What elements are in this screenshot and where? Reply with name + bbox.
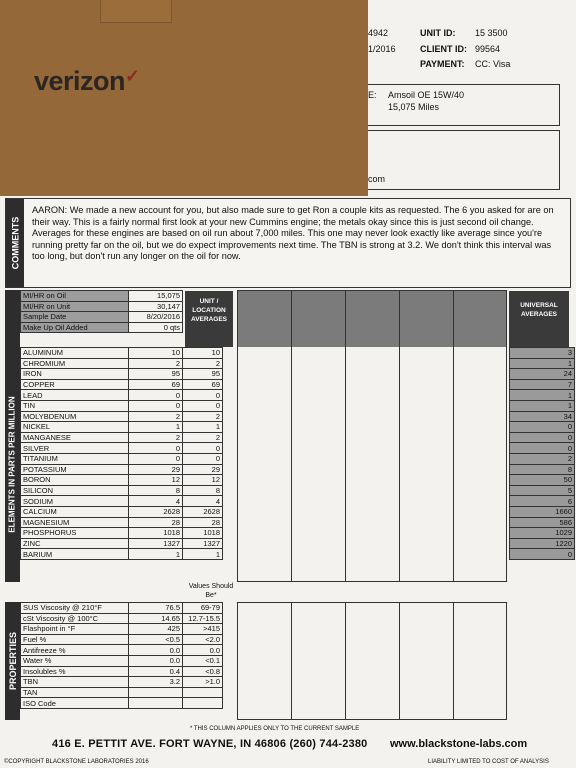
element-row [21,390,223,401]
property-value [129,698,183,709]
element-unit-average: 8 [183,485,223,496]
element-value: 29 [129,464,183,475]
element-value: 95 [129,369,183,380]
universal-average-value: 0 [510,432,575,443]
element-value: 4 [129,496,183,507]
property-row [21,687,223,698]
property-name: Insolubles % [21,666,129,677]
sample-info-row [21,322,183,333]
element-unit-average: 0 [183,453,223,464]
verizon-logo: verizon✓ [34,66,140,96]
property-value: 0.0 [129,645,183,656]
oil-mileage: 15,075 Miles [388,102,440,112]
property-name: ISO Code [21,698,129,709]
sample-info-label: Sample Date [21,312,129,323]
universal-average-row [510,517,575,528]
element-row [21,475,223,486]
element-unit-average: 28 [183,517,223,528]
universal-average-value: 6 [510,496,575,507]
element-value: 0 [129,390,183,401]
property-should-be: >1.0 [183,677,223,688]
element-name: SODIUM [21,496,129,507]
property-row [21,677,223,688]
element-name: NICKEL [21,422,129,433]
comments-sidebar: COMMENTS [6,199,24,287]
element-value: 1018 [129,528,183,539]
universal-average-value: 1029 [510,528,575,539]
universal-average-row [510,432,575,443]
client-id-value: 99564 [475,44,501,54]
property-value: 14.65 [129,613,183,624]
properties-history-frame [237,602,507,720]
element-unit-average: 12 [183,475,223,486]
element-row [21,411,223,422]
property-row [21,603,223,614]
universal-average-value: 586 [510,517,575,528]
element-unit-average: 2 [183,358,223,369]
universal-average-row [510,549,575,560]
report-date: 1/2016 [368,44,396,54]
element-name: BORON [21,475,129,486]
envelope-flap [100,0,172,23]
element-row [21,464,223,475]
property-value [129,687,183,698]
universal-average-value: 1 [510,390,575,401]
oil-type: Amsoil OE 15W/40 [388,90,465,100]
sample-info-row [21,291,183,302]
universal-average-value: 34 [510,411,575,422]
element-name: IRON [21,369,129,380]
element-value: 0 [129,400,183,411]
property-value: <0.5 [129,634,183,645]
values-should-be-label: Values Should Be* [188,583,234,599]
element-row [21,348,223,359]
element-name: POTASSIUM [21,464,129,475]
universal-average-row [510,400,575,411]
property-name: Antifreeze % [21,645,129,656]
element-value: 2 [129,358,183,369]
universal-averages-column [509,347,575,560]
property-row [21,613,223,624]
property-name: Flashpoint in °F [21,624,129,635]
sample-info-value: 30,147 [129,301,183,312]
property-value: 425 [129,624,183,635]
element-row [21,443,223,454]
oil-prefix: E: [368,90,377,100]
comments-box [5,198,571,288]
liability-note: LIABILITY LIMITED TO COST OF ANALYSIS [428,759,549,765]
footnote: * THIS COLUMN APPLIES ONLY TO THE CURRENT SAMPLE [190,726,360,732]
copyright: ©COPYRIGHT BLACKSTONE LABORATORIES 2016 [4,759,149,765]
universal-average-value: 2 [510,453,575,464]
element-name: LEAD [21,390,129,401]
universal-average-row [510,422,575,433]
universal-average-value: 1660 [510,506,575,517]
property-should-be [183,698,223,709]
footer-website[interactable]: www.blackstone-labs.com [390,738,528,750]
envelope-cover [0,0,368,196]
property-name: Water % [21,655,129,666]
element-unit-average: 10 [183,348,223,359]
element-name: TITANIUM [21,453,129,464]
property-name: SUS Viscosity @ 210°F [21,603,129,614]
report-number: 4942 [368,28,389,38]
element-name: SILVER [21,443,129,454]
universal-average-row [510,538,575,549]
element-row [21,506,223,517]
property-row [21,624,223,635]
element-unit-average: 2 [183,432,223,443]
element-row [21,485,223,496]
universal-average-row [510,485,575,496]
property-name: TBN [21,677,129,688]
property-row [21,655,223,666]
universal-average-row [510,453,575,464]
element-name: TIN [21,400,129,411]
element-name: MAGNESIUM [21,517,129,528]
property-value: 3.2 [129,677,183,688]
universal-average-value: 7 [510,379,575,390]
history-grid-frame [237,290,507,582]
element-value: 12 [129,475,183,486]
element-row [21,422,223,433]
element-name: MOLYBDENUM [21,411,129,422]
element-row [21,400,223,411]
element-unit-average: 95 [183,369,223,380]
element-value: 69 [129,379,183,390]
comments-text: AARON: We made a new account for you, but also made sure to get Ron a couple kits as requested. The 6 you asked for are on their way. This is a fairly normal first look at your new Cummins engine; the metals okay since this is just second oil change. Averages for these engines are based on oil run about 7,000 miles. This one may never look exactly like average since you're running pretty far on the oil, but we do expect improvements next time. The TBN is strong at 3.2. We don't think this interval was too long, but don't run any longer on the oil for now. [32,205,554,262]
element-name: CALCIUM [21,506,129,517]
universal-average-value: 1220 [510,538,575,549]
properties-table [20,602,223,709]
universal-average-value: 5 [510,485,575,496]
element-row [21,453,223,464]
element-name: ALUMINUM [21,348,129,359]
property-name: TAN [21,687,129,698]
universal-average-row [510,369,575,380]
element-unit-average: 29 [183,464,223,475]
sample-info-table [20,290,183,333]
universal-average-value: 3 [510,348,575,359]
sample-info-label: Make Up Oil Added [21,322,129,333]
universal-average-row [510,348,575,359]
universal-average-value: 0 [510,443,575,454]
element-value: 1 [129,422,183,433]
properties-sidebar: PROPERTIES [5,602,20,720]
element-row [21,358,223,369]
email-partial: com [368,174,386,184]
property-should-be: <0.8 [183,666,223,677]
element-row [21,369,223,380]
sample-info-value: 15,075 [129,291,183,302]
element-unit-average: 1 [183,422,223,433]
property-value: 0.4 [129,666,183,677]
property-should-be: <2.0 [183,634,223,645]
property-value: 0.0 [129,655,183,666]
universal-averages-header: UNIVERSAL AVERAGES [509,291,569,347]
property-row [21,698,223,709]
universal-average-row [510,358,575,369]
element-name: COPPER [21,379,129,390]
universal-average-row [510,475,575,486]
element-row [21,549,223,560]
element-name: BARIUM [21,549,129,560]
universal-average-row [510,528,575,539]
universal-average-value: 24 [510,369,575,380]
client-id-label: CLIENT ID: [420,44,467,54]
universal-average-value: 0 [510,422,575,433]
property-should-be: 0.0 [183,645,223,656]
element-unit-average: 0 [183,390,223,401]
element-value: 1 [129,549,183,560]
element-value: 0 [129,453,183,464]
element-unit-average: 1018 [183,528,223,539]
universal-average-value: 1 [510,358,575,369]
sample-info-label: MI/HR on Unit [21,301,129,312]
payment-value: CC: Visa [475,59,511,69]
element-row [21,432,223,443]
element-row [21,496,223,507]
element-name: CHROMIUM [21,358,129,369]
universal-average-row [510,464,575,475]
element-unit-average: 69 [183,379,223,390]
elements-label: ELEMENTS IN PARTS PER MILLION [8,396,17,533]
property-should-be: <0.1 [183,655,223,666]
element-unit-average: 0 [183,443,223,454]
element-name: MANGANESE [21,432,129,443]
element-unit-average: 1 [183,549,223,560]
universal-average-value: 8 [510,464,575,475]
sample-info-value: 0 qts [129,322,183,333]
property-should-be: >415 [183,624,223,635]
footer-address: 416 E. PETTIT AVE. FORT WAYNE, IN 46806 (260) 744-2380 [52,738,368,750]
sample-info-label: MI/HR on Oil [21,291,129,302]
universal-average-value: 1 [510,400,575,411]
history-columns [237,290,507,582]
unit-id-label: UNIT ID: [420,28,456,38]
universal-average-row [510,390,575,401]
element-value: 2 [129,432,183,443]
unit-averages-header: UNIT / LOCATION AVERAGES [185,291,233,347]
sample-info-row [21,301,183,312]
elements-table [20,347,223,560]
universal-average-row [510,379,575,390]
payment-label: PAYMENT: [420,59,465,69]
universal-average-row [510,496,575,507]
element-unit-average: 4 [183,496,223,507]
universal-average-row [510,443,575,454]
universal-average-row [510,411,575,422]
element-value: 0 [129,443,183,454]
element-unit-average: 2 [183,411,223,422]
element-value: 28 [129,517,183,528]
element-value: 2628 [129,506,183,517]
property-should-be [183,687,223,698]
property-value: 76.5 [129,603,183,614]
element-name: PHOSPHORUS [21,528,129,539]
property-row [21,666,223,677]
element-value: 8 [129,485,183,496]
sample-info-value: 8/20/2016 [129,312,183,323]
property-should-be: 12.7-15.5 [183,613,223,624]
sample-info-row [21,312,183,323]
property-row [21,645,223,656]
element-row [21,538,223,549]
property-name: Fuel % [21,634,129,645]
element-name: SILICON [21,485,129,496]
element-name: ZINC [21,538,129,549]
element-unit-average: 0 [183,400,223,411]
property-name: cSt Viscosity @ 100°C [21,613,129,624]
universal-average-row [510,506,575,517]
property-should-be: 69-79 [183,603,223,614]
element-value: 10 [129,348,183,359]
element-row [21,528,223,539]
element-value: 2 [129,411,183,422]
element-unit-average: 2628 [183,506,223,517]
property-row [21,634,223,645]
element-value: 1327 [129,538,183,549]
universal-average-value: 50 [510,475,575,486]
element-row [21,517,223,528]
unit-id-value: 15 3500 [475,28,508,38]
universal-average-value: 0 [510,549,575,560]
element-unit-average: 1327 [183,538,223,549]
element-row [21,379,223,390]
